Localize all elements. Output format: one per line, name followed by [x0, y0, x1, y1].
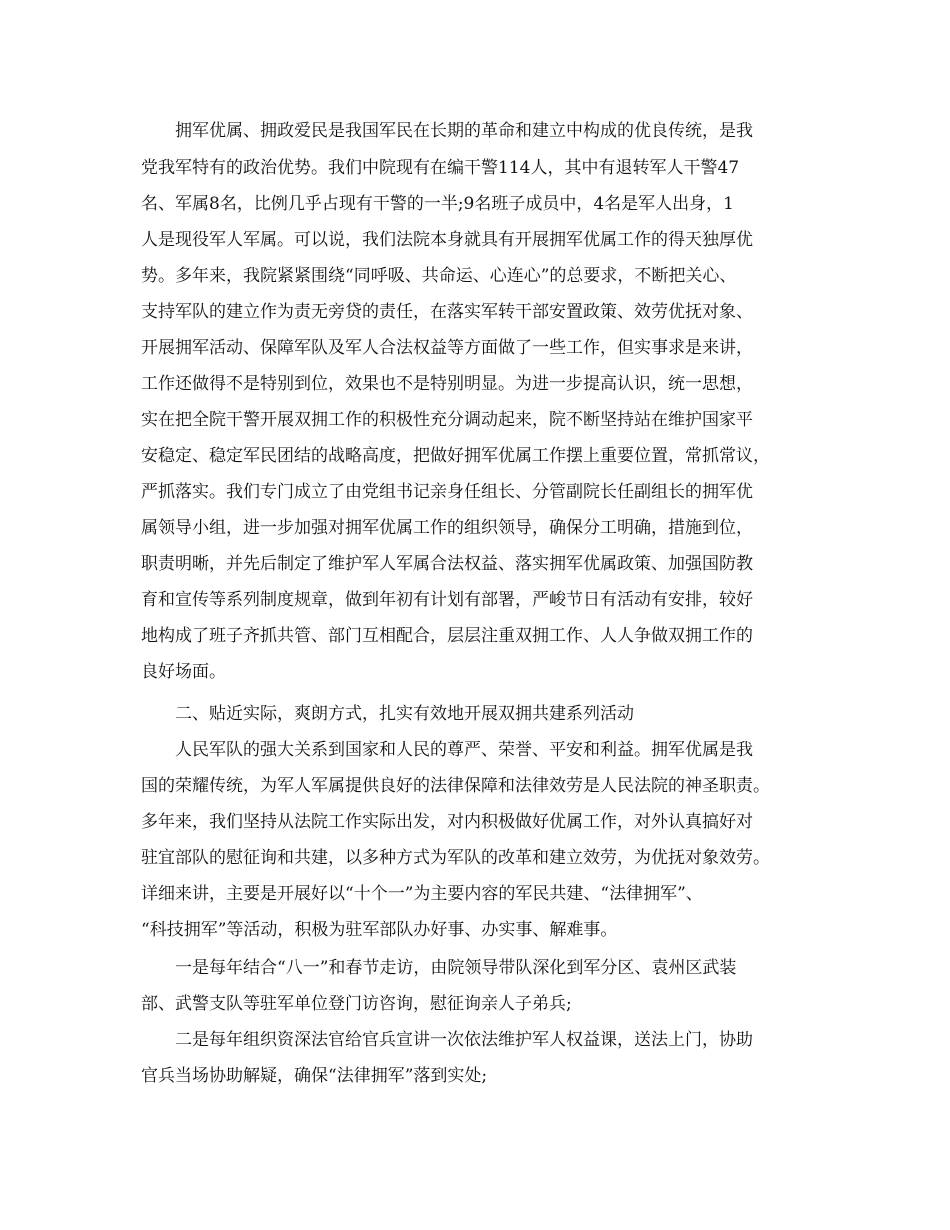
text-line: 实在把全院干警开展双拥工作的积极性充分调动起来，院不断坚持站在维护国家平: [141, 410, 753, 430]
text-line: 党我军特有的政治优势。我们中院现有在编干警114人，其中有退转军人干警47: [141, 158, 740, 178]
text-line: 严抓落实。我们专门成立了由党组书记亲身任组长、分管副院长任副组长的拥军优: [141, 482, 753, 502]
text-line: 名、军属8名，比例几乎占现有干警的一半;9名班子成员中，4名是军人出身，1: [141, 194, 734, 214]
text-line: 部、武警支队等驻军单位登门访咨询，慰征询亲人子弟兵;: [141, 994, 572, 1014]
text-line: 详细来讲，主要是开展好以“十个一”为主要内容的军民共建、“法律拥军”、: [141, 884, 703, 904]
text-line: 职责明晰，并先后制定了维护军人军属合法权益、落实拥军优属政策、加强国防教: [141, 554, 753, 574]
text-line: 地构成了班子齐抓共管、部门互相配合，层层注重双拥工作、人人争做双拥工作的: [141, 626, 753, 646]
text-line: 二是每年组织资深法官给官兵宣讲一次依法维护军人权益课，送法上门，协助: [175, 1030, 753, 1050]
text-line: 官兵当场协助解疑，确保“法律拥军”落到实处;: [141, 1066, 488, 1086]
text-line: 多年来，我们坚持从法院工作实际出发，对内积极做好优属工作，对外认真搞好对: [141, 812, 753, 832]
text-line: 良好场面。: [141, 662, 226, 682]
text-line: 育和宣传等系列制度规章，做到年初有计划有部署，严峻节日有活动有安排，较好: [141, 590, 753, 610]
text-line: “科技拥军”等活动，积极为驻军部队办好事、办实事、解难事。: [141, 920, 618, 940]
text-line: 人民军队的强大关系到国家和人民的尊严、荣誉、平安和利益。拥军优属是我: [175, 740, 753, 760]
text-line: 工作还做得不是特别到位，效果也不是特别明显。为进一步提高认识，统一思想，: [141, 374, 753, 394]
text-line: 安稳定、稳定军民团结的战略高度，把做好拥军优属工作摆上重要位置，常抓常议，: [141, 446, 770, 466]
text-line: 拥军优属、拥政爱民是我国军民在长期的革命和建立中构成的优良传统，是我: [175, 121, 753, 141]
text-line: 国的荣耀传统，为军人军属提供良好的法律保障和法律效劳是人民法院的神圣职责。: [141, 776, 770, 796]
text-line: 一是每年结合“八一”和春节走访，由院领导带队深化到军分区、袁州区武装: [175, 958, 737, 978]
text-line: 势。多年来，我院紧紧围绕“同呼吸、共命运、心连心”的总要求，不断把关心、: [141, 266, 737, 286]
text-line: 人是现役军人军属。可以说，我们法院本身就具有开展拥军优属工作的得天独厚优: [141, 230, 753, 250]
text-line: 开展拥军活动、保障军队及军人合法权益等方面做了一些工作，但实事求是来讲，: [141, 338, 753, 358]
text-line: 驻宜部队的慰征询和共建，以多种方式为军队的改革和建立效劳，为优抚对象效劳。: [141, 848, 770, 868]
text-line: 支持军队的建立作为责无旁贷的责任，在落实军转干部安置政策、效劳优抚对象、: [141, 302, 753, 322]
section-heading: 二、贴近实际，爽朗方式，扎实有效地开展双拥共建系列活动: [175, 704, 634, 724]
text-line: 属领导小组，进一步加强对拥军优属工作的组织领导，确保分工明确，措施到位，: [141, 518, 753, 538]
